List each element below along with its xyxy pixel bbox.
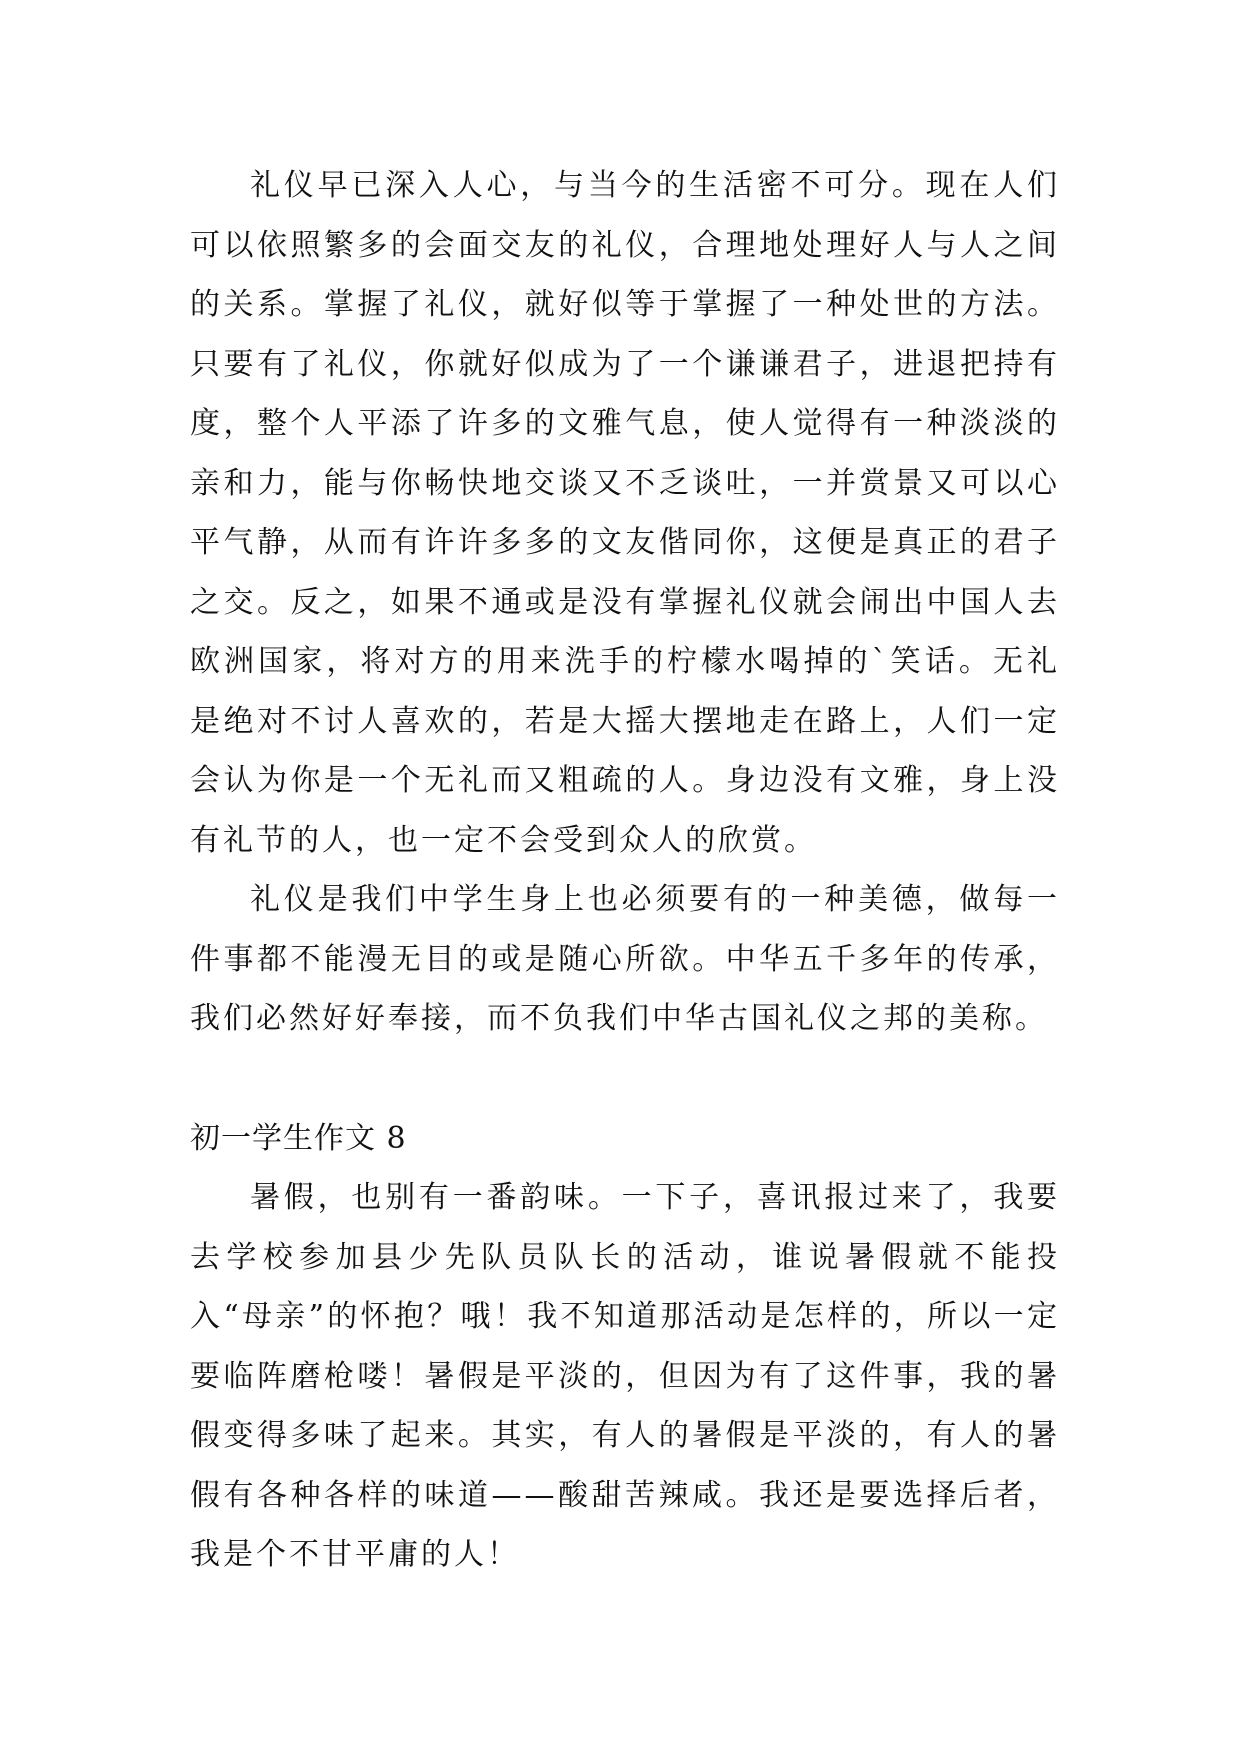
paragraph-etiquette-2: 礼仪是我们中学生身上也必须要有的一种美德，做每一件事都不能漫无目的或是随心所欲。中华五千多年的传承，我们必然好好奉接，而不负我们中华古国礼仪之邦的美称。 (190, 882, 1060, 1036)
document-body (190, 156, 1060, 1585)
paragraph-etiquette-1: 礼仪早已深入人心，与当今的生活密不可分。现在人们可以依照繁多的会面交友的礼仪，合理地处理好人与人之间的关系。掌握了礼仪，就好似等于掌握了一种处世的方法。只要有了礼仪，你就好似成为了一个谦谦君子，进退把持有度，整个人平添了许多的文雅气息，使人觉得有一种淡淡的亲和力，能与你畅快地交谈又不乏谈吐，一并赏景又可以心平气静，从而有许许多多的文友偕同你，这便是真正的君子之交。反之，如果不通或是没有掌握礼仪就会闹出中国人去欧洲国家，将对方的用来洗手的柠檬水喝掉的`笑话。无礼是绝对不讨人喜欢的，若是大摇大摆地走在路上，人们一定会认为你是一个无礼而又粗疏的人。身边没有文雅，身上没有礼节的人，也一定不会受到众人的欣赏。 (190, 168, 1060, 858)
paragraph-summer-vacation: 暑假，也别有一番韵味。一下子，喜讯报过来了，我要去学校参加县少先队员队长的活动，谁说暑假就不能投入“母亲”的怀抱？哦！我不知道那活动是怎样的，所以一定要临阵磨枪喽！暑假是平淡的，但因为有了这件事，我的暑假变得多味了起来。其实，有人的暑假是平淡的，有人的暑假有各种各样的味道——酸甜苦辣咸。我还是要选择后者，我是个不甘平庸的人！ (190, 1180, 1060, 1572)
section-heading: 初一学生作文 8 (190, 1120, 407, 1156)
